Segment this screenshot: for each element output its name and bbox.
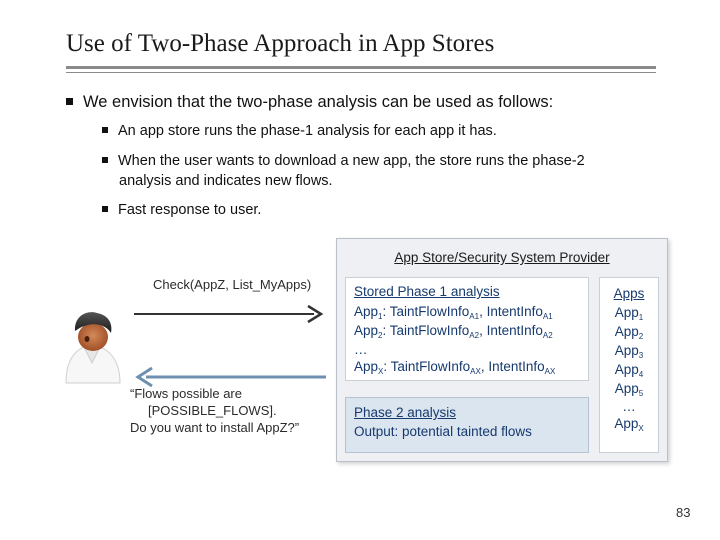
row-intent-sub: A2 [542,331,553,340]
bullet-square-icon [102,157,108,163]
row-intent-sub: AX [544,367,556,376]
apps-list-item [600,416,658,433]
provider-title: App Store/Security System Provider [394,250,610,265]
title-rule-thick [66,66,656,69]
flows-response-text [130,385,299,436]
sub-bullet [102,121,662,141]
flows-response-line: [POSSIBLE_FLOWS]. [148,403,277,418]
app-sub: X [638,424,644,433]
app-name: App [614,416,639,431]
app-name: App [614,362,639,377]
row-app-sub: 1 [378,312,383,321]
flows-response-line: “Flows possible are [130,386,242,401]
sub-bullet-text: An app store runs the phase-1 analysis for each app it has. [118,123,497,139]
check-request-label: Check(AppZ, List_MyApps) [153,277,312,292]
phase2-heading: Phase 2 analysis [354,405,457,420]
bullet-square-icon [102,206,108,212]
app-sub: 3 [638,351,644,360]
sub-bullet [102,200,662,220]
row-ellipsis: … [354,342,368,357]
main-bullet-text: We envision that the two-phase analysis can be used as follows: [83,93,554,111]
app-name: App [614,324,639,339]
row-intent: , IntentInfo [480,359,545,374]
app-ellipsis: … [622,399,636,414]
provider-panel [336,238,668,462]
title-rule-thin [66,72,656,73]
app-name: App [614,343,639,358]
row-app: App [354,304,379,319]
phase1-row [354,304,553,321]
row-taint-sub: AX [470,367,481,376]
app-name: App [614,381,639,396]
apps-list-item [600,362,658,379]
apps-list-item [600,305,658,322]
app-sub: 5 [638,389,644,398]
row-taint: : TaintFlowInfo [382,323,470,338]
apps-list-box [599,277,659,453]
main-bullet [66,93,553,112]
phase2-output: Output: potential tainted flows [354,424,532,439]
row-intent-sub: A1 [542,312,553,321]
check-request-arrow [134,306,321,322]
row-app: App [354,359,379,374]
bullet-square-icon [66,98,73,105]
app-name: App [614,305,639,320]
row-taint-sub: A2 [469,331,480,340]
flows-response-arrow [138,368,326,386]
sub-bullet-text: When the user wants to download a new app, the store runs the phase-2 [118,153,585,169]
apps-list-item [600,399,658,414]
apps-list-heading: Apps [613,286,645,301]
phase1-row [354,359,555,376]
app-store-diagram [58,235,670,467]
bullet-square-icon [102,127,108,133]
phase1-heading: Stored Phase 1 analysis [354,284,500,299]
sub-bullet-text: Fast response to user. [118,202,262,218]
app-sub: 1 [638,313,644,322]
app-sub: 4 [638,370,644,379]
phase2-box [345,397,589,453]
row-app-sub: 2 [378,331,383,340]
app-sub: 2 [638,332,644,341]
row-app-sub: X [378,367,384,376]
flows-response-line: Do you want to install AppZ?” [130,420,300,435]
row-taint: : TaintFlowInfo [383,359,471,374]
phase1-box [345,277,589,381]
row-intent: , IntentInfo [479,323,543,338]
apps-list-item [600,381,658,398]
apps-list-item [600,343,658,360]
sub-bullet [102,151,662,191]
sub-bullet-text-continued: analysis and indicates new flows. [119,173,333,189]
phase1-row [354,323,553,340]
row-taint: : TaintFlowInfo [382,304,470,319]
phase1-row [354,342,368,357]
row-taint-sub: A1 [469,312,480,321]
row-app: App [354,323,379,338]
page-number: 83 [676,505,691,520]
apps-list-item [600,324,658,341]
slide-title: Use of Two-Phase Approach in App Stores [66,30,495,57]
row-intent: , IntentInfo [479,304,543,319]
user-avatar-icon [66,312,120,383]
